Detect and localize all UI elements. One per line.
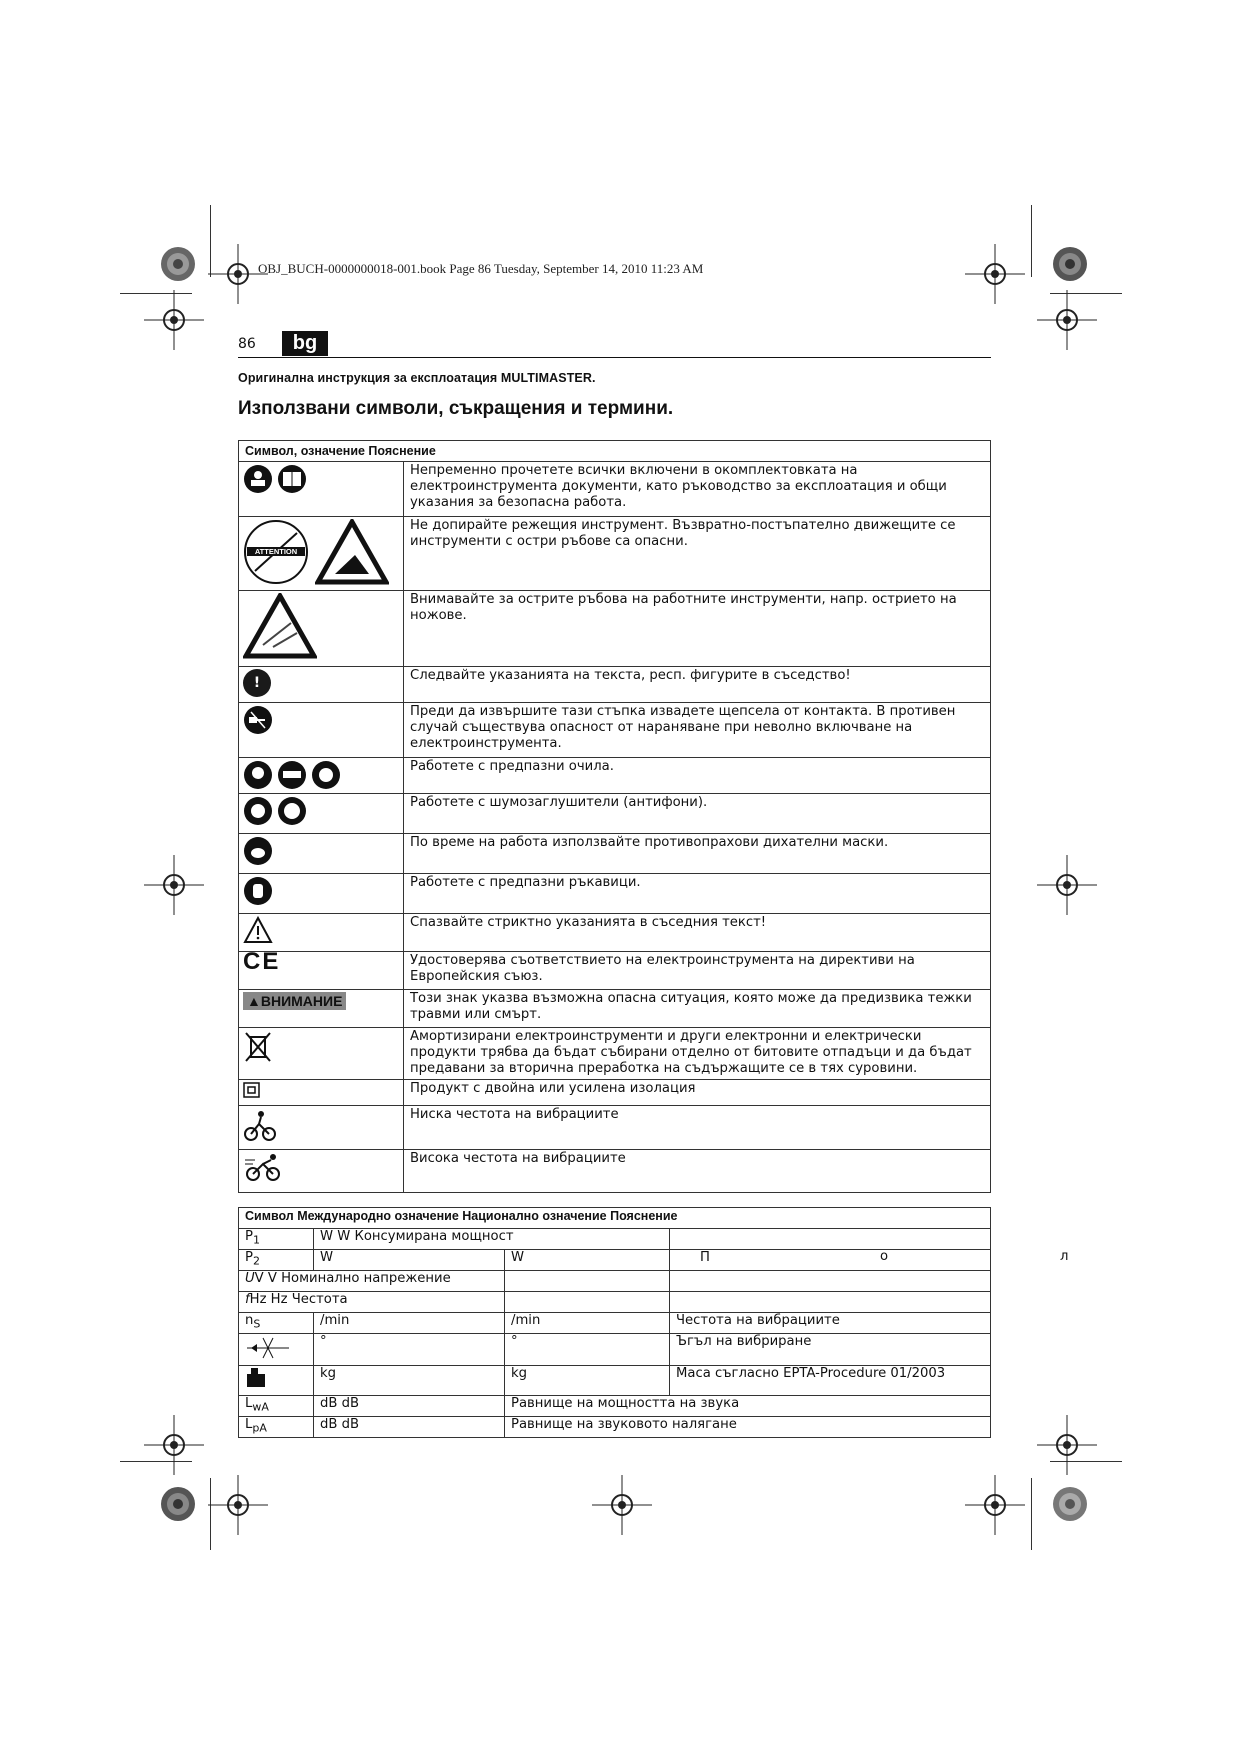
symbol: U xyxy=(245,1271,255,1286)
symbol: P xyxy=(245,1229,253,1244)
symbol: n xyxy=(245,1313,254,1328)
sharp-edge-warning-icon xyxy=(243,593,317,659)
row-text: Този знак указва възможна опасна ситуация, която може да предизвика тежки травми или смърт. xyxy=(404,990,991,1028)
dust-mask-icon xyxy=(243,836,273,866)
explanation-cell xyxy=(670,1229,991,1250)
color-wheel-mark-icon xyxy=(1052,246,1088,282)
symbol-sub: pA xyxy=(252,1421,267,1435)
stray-char: о xyxy=(880,1249,889,1264)
table-row xyxy=(239,1106,991,1150)
attention-blade-icon xyxy=(243,519,309,585)
row-text: Внимавайте за острите ръбова на работните инструменти, напр. остриeто на ножове. xyxy=(404,591,991,667)
stray-char: л xyxy=(1060,1249,1069,1264)
registration-mark-icon xyxy=(1037,855,1097,915)
page-title: Използвани символи, съкращения и термини. xyxy=(238,398,674,419)
registration-mark-icon xyxy=(592,1475,652,1535)
table-row xyxy=(239,462,991,517)
table-row xyxy=(239,1080,991,1106)
warning-triangle-icon xyxy=(315,519,389,585)
national-cell: /min xyxy=(505,1313,670,1334)
warning-badge-icon: ▲ВНИМАНИЕ xyxy=(243,992,346,1010)
international-cell: ° xyxy=(314,1334,505,1366)
table-row xyxy=(239,1028,991,1080)
table-row xyxy=(239,667,991,703)
row-text: Висока честота на вибрациите xyxy=(404,1150,991,1193)
row-text: Продукт с двойна или усилена изолация xyxy=(404,1080,991,1106)
symbol-sub: 1 xyxy=(252,1233,260,1247)
table-row xyxy=(239,834,991,874)
registration-mark-icon xyxy=(208,1475,268,1535)
table-row xyxy=(239,1396,991,1417)
table-header: Символ, означение Пояснение xyxy=(239,441,991,462)
row-text: Работете с шумозаглушители (антифони). xyxy=(404,794,991,834)
symbol-sub: S xyxy=(253,1317,261,1331)
table-row xyxy=(239,990,991,1028)
low-vibration-icon xyxy=(243,1108,277,1142)
explanation-cell: Маса съгласно EPTA-Procedure 01/2003 xyxy=(670,1366,991,1396)
page-number: 86 xyxy=(238,336,256,352)
table-row xyxy=(239,1292,991,1313)
national-cell: Равнище на звуковото налягане xyxy=(505,1417,991,1438)
table-row xyxy=(239,914,991,952)
international-cell: /min xyxy=(314,1313,505,1334)
ce-mark-icon: CE xyxy=(243,948,281,975)
table-row xyxy=(239,1334,991,1366)
symbol: L xyxy=(245,1417,253,1432)
row-text: Ниска честота на вибрациите xyxy=(404,1106,991,1150)
registration-mark-icon xyxy=(1037,290,1097,350)
table-row xyxy=(239,1271,991,1292)
warning-badge-label: ВНИМАНИЕ xyxy=(260,993,343,1009)
symbol-sub: wA xyxy=(252,1400,269,1414)
row-text: Непременно прочетете всички включени в окомплектовката на електроинструмента документи, като ръководство за експлоатация и общи указания за безопасна работа. xyxy=(404,462,991,517)
table-row xyxy=(239,1366,991,1396)
row-text: Следвайте указанията на текста, респ. фигурите в съседство! xyxy=(404,667,991,703)
warning-triangle-icon xyxy=(243,916,273,944)
color-wheel-mark-icon xyxy=(160,1486,196,1522)
language-tag: bg xyxy=(282,331,328,356)
explanation-cell xyxy=(670,1250,991,1271)
table-header: Символ Международно означение Национално означение Пояснение xyxy=(239,1208,991,1229)
explanation-text: П xyxy=(700,1250,710,1265)
table-row xyxy=(239,703,991,758)
national-cell xyxy=(505,1271,670,1292)
ear-protection-icon xyxy=(243,796,307,826)
national-cell: Равнище на мощността на звука xyxy=(505,1396,991,1417)
document-subtitle: Оригинална инструкция за експлоатация MULTIMASTER. xyxy=(238,371,596,385)
explanation-cell xyxy=(670,1271,991,1292)
symbol: P xyxy=(245,1250,253,1265)
table-row xyxy=(239,758,991,794)
gloves-icon xyxy=(243,876,273,906)
symbol: f xyxy=(245,1292,250,1307)
international-cell: Hz Hz Честота xyxy=(249,1292,348,1307)
international-cell: W xyxy=(314,1250,505,1271)
table-row xyxy=(239,1313,991,1334)
registration-mark-icon xyxy=(1037,1415,1097,1475)
international-cell: V V Номинално напрежение xyxy=(254,1271,451,1286)
read-manual-icon xyxy=(243,464,307,494)
table-row xyxy=(239,794,991,834)
table-row xyxy=(239,517,991,591)
registration-mark-icon xyxy=(144,290,204,350)
symbol-sub: 2 xyxy=(252,1254,260,1268)
units-table xyxy=(238,1207,991,1438)
international-cell: W W Консумирана мощност xyxy=(314,1229,670,1250)
row-text: Работете с предпазни очила. xyxy=(404,758,991,794)
row-text: По време на работа използвайте противопрахови дихателни маски. xyxy=(404,834,991,874)
row-text: Не допирайте режещия инструмент. Възвратно-постъпателно движещите се инструменти с остри ръбове са опасни. xyxy=(404,517,991,591)
weight-icon xyxy=(245,1366,267,1388)
row-text: Преди да извършите тази стъпка извадете щепсела от контакта. В противен случай съществува опасност от нараняване при неволно включване на електроинструмента. xyxy=(404,703,991,758)
registration-mark-icon xyxy=(144,855,204,915)
table-row xyxy=(239,1417,991,1438)
national-cell: W xyxy=(505,1250,670,1271)
international-cell: dB dB xyxy=(314,1417,505,1438)
crop-mark xyxy=(1031,205,1032,277)
table-row xyxy=(239,1250,991,1271)
double-insulation-icon xyxy=(243,1082,261,1098)
international-cell: kg xyxy=(314,1366,505,1396)
symbols-table xyxy=(238,440,991,1193)
safety-goggles-icon xyxy=(243,760,341,790)
color-wheel-mark-icon xyxy=(160,246,196,282)
high-vibration-icon xyxy=(243,1152,283,1182)
explanation-cell: Ъгъл на вибриране xyxy=(670,1334,991,1366)
international-cell: dB dB xyxy=(314,1396,505,1417)
registration-mark-icon xyxy=(144,1415,204,1475)
table-row xyxy=(239,874,991,914)
unplug-icon xyxy=(243,705,273,735)
file-slug: OBJ_BUCH-0000000018-001.book Page 86 Tuesday, September 14, 2010 11:23 AM xyxy=(258,261,704,276)
row-text: Спазвайте стриктно указанията в съседния текст! xyxy=(404,914,991,952)
header-rule xyxy=(238,357,991,358)
row-text: Работете с предпазни ръкавици. xyxy=(404,874,991,914)
crop-mark xyxy=(1031,1478,1032,1550)
registration-mark-icon xyxy=(965,244,1025,304)
row-text: Амортизирани електроинструменти и други електронни и електрически продукти трябва да бъдат събирани отделно от битовите отпадъци и да бъдат предавани за вторична преработка на съдържащите се в тях суровини. xyxy=(404,1028,991,1080)
table-row xyxy=(239,952,991,990)
row-text: Удостоверява съответствието на електроинструмента на директиви на Европейския съюз. xyxy=(404,952,991,990)
table-row xyxy=(239,1150,991,1193)
exclamation-icon: ! xyxy=(243,669,271,697)
registration-mark-icon xyxy=(965,1475,1025,1535)
attention-label: ATTENTION xyxy=(254,547,298,556)
national-cell xyxy=(505,1292,670,1313)
explanation-cell xyxy=(670,1292,991,1313)
vibration-angle-icon xyxy=(245,1334,291,1360)
table-row xyxy=(239,591,991,667)
table-row xyxy=(239,1229,991,1250)
color-wheel-mark-icon xyxy=(1052,1486,1088,1522)
explanation-cell: Честота на вибрациите xyxy=(670,1313,991,1334)
national-cell: ° xyxy=(505,1334,670,1366)
national-cell: kg xyxy=(505,1366,670,1396)
weee-bin-icon xyxy=(243,1030,273,1064)
symbol: L xyxy=(245,1396,253,1411)
